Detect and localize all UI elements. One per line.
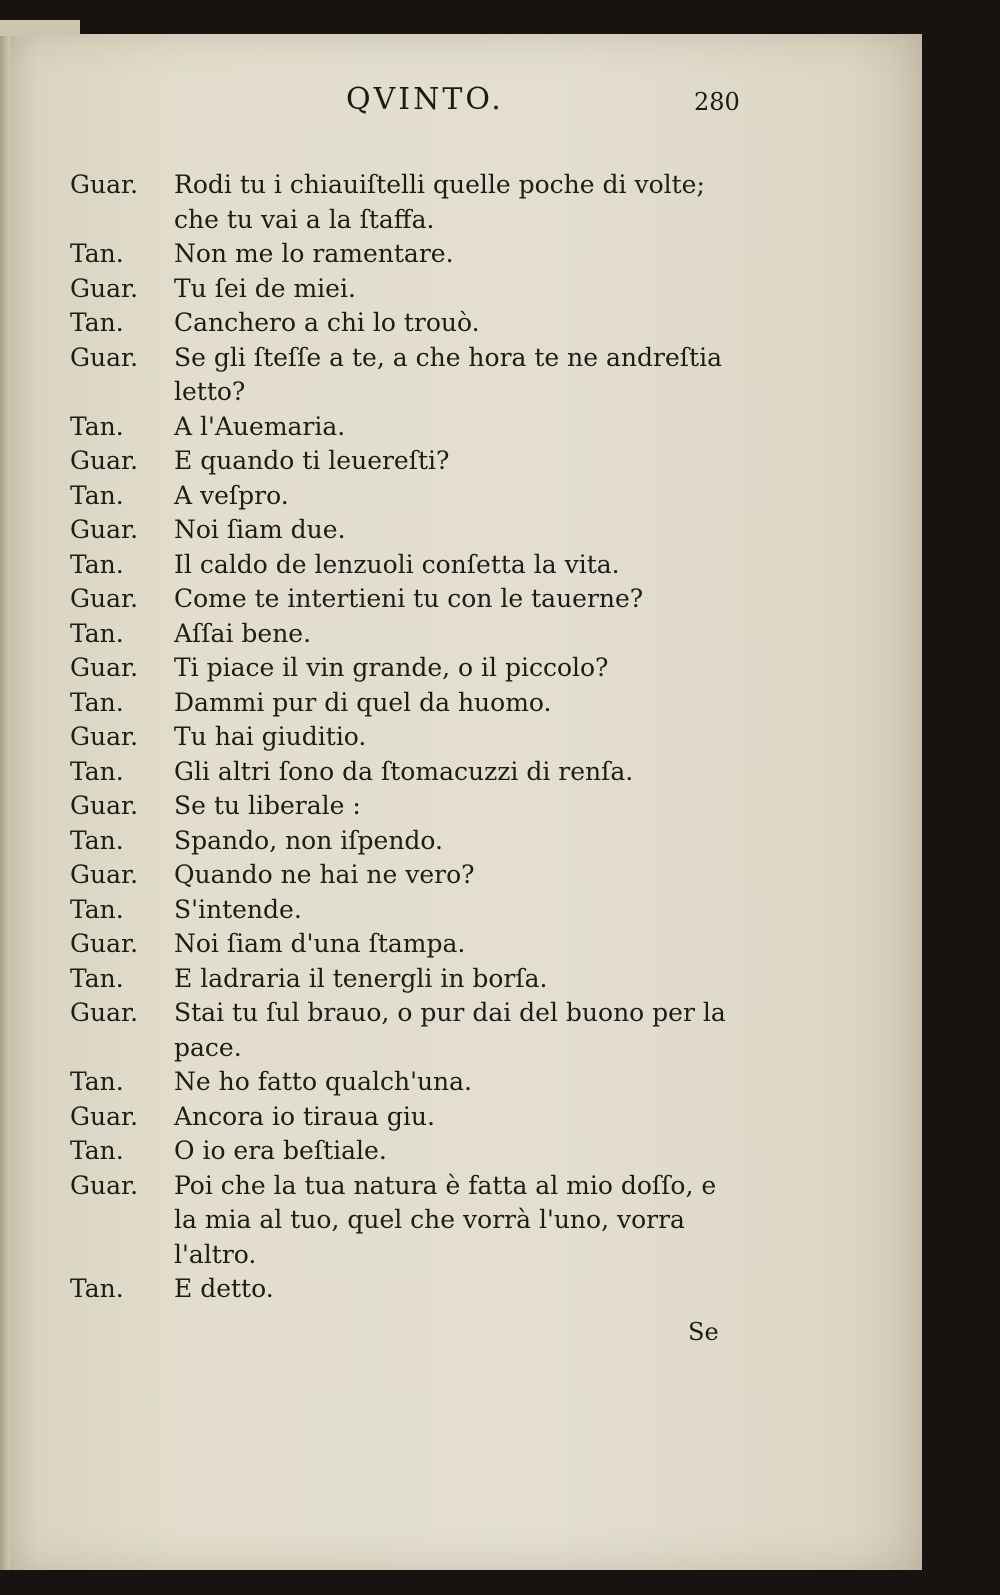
speaker-label: Guar. [70,998,139,1027]
speaker-label: Tan. [70,756,124,786]
speech-text: O io era beſtiale. [174,1136,387,1165]
speaker-label: Guar. [70,860,139,889]
dialogue-line [0,272,922,307]
speech-text: Aſſai bene. [174,618,312,648]
speaker-label: Guar. [70,791,139,820]
dialogue-line [0,858,922,893]
speaker-label: Guar. [70,342,139,372]
speech-text: Ancora io tiraua giu. [174,1101,435,1131]
dialogue-line [0,927,922,962]
speech-text: S'intende. [174,894,302,924]
dialogue-line [0,582,922,617]
page-header [0,82,922,122]
page-number: 280 [694,88,740,116]
speech-text: Come te intertieni tu con le tauerne? [174,584,644,613]
dialogue-line [0,513,922,548]
dialogue-line [0,720,922,755]
speaker-label: Guar. [70,929,139,958]
speech-text: Ne ho fatto qualch'una. [174,1067,472,1096]
speech-text: Canchero a chi lo trouò. [174,308,480,337]
dialogue-line [0,824,922,859]
speaker-label: Tan. [70,239,124,268]
speech-text: Il caldo de lenzuoli conſetta la vita. [174,549,620,579]
speech-text: Noi ſiam due. [174,515,346,544]
speech-text: Tu hai giuditio. [174,722,367,751]
speech-text: Gli altri ſono da ſtomacuzzi di renſa. [174,756,634,786]
dialogue-line [0,306,922,341]
speaker-label: Tan. [70,825,124,855]
dialogue-line [0,755,922,790]
speaker-label: Guar. [70,273,139,303]
dialogue-line [0,168,922,237]
speech-text: Non me lo ramentare. [174,239,454,268]
speech-text: Tu ſei de miei. [174,273,356,303]
speech-text: Dammi pur di quel da huomo. [174,687,552,717]
dialogue-line [0,962,922,997]
speaker-label: Guar. [70,722,139,751]
page-corner-tab [0,20,80,36]
speaker-label: Tan. [70,480,124,510]
speaker-label: Guar. [70,584,139,613]
speaker-label: Guar. [70,515,139,544]
dialogue-line [0,1065,922,1100]
speech-text: Rodi tu i chiauiſtelli quelle poche di volte; che tu vai a la ſtaffa. [174,170,705,234]
speaker-label: Guar. [70,170,139,199]
speaker-label: Guar. [70,1170,139,1200]
speech-text: Spando, non iſpendo. [174,825,443,855]
speech-text: Ti piace il vin grande, o il piccolo? [174,653,609,682]
speaker-label: Tan. [70,618,124,648]
speaker-label: Guar. [70,653,139,682]
dialogue-line [0,996,922,1065]
speaker-label: Tan. [70,411,124,441]
speaker-label: Tan. [70,1136,124,1165]
dialogue-line [0,893,922,928]
speech-text: E ladraria il tenergli in borſa. [174,963,548,993]
speech-text: A l'Auemaria. [174,411,346,441]
speaker-label: Tan. [70,308,124,337]
dialogue-line [0,1100,922,1135]
dialogue-line [0,686,922,721]
speech-text: E detto. [174,1274,274,1303]
speaker-label: Tan. [70,549,124,579]
dialogue-line [0,548,922,583]
speaker-label: Tan. [70,687,124,717]
speaker-label: Tan. [70,1274,124,1303]
dialogue-line [0,1272,922,1307]
dialogue-line [0,341,922,410]
speech-text: Poi che la tua natura è fatta al mio doſſo, e la mia al tuo, quel che vorrà l'uno, vorra l'altro. [174,1170,717,1269]
dialogue-line [0,651,922,686]
dialogue-line [0,789,922,824]
speech-text: Se gli ſteſſe a te, a che hora te ne andreſtia letto? [174,342,722,406]
dialogue-block [0,168,922,1307]
speaker-label: Tan. [70,963,124,993]
speech-text: A veſpro. [174,480,289,510]
speaker-label: Tan. [70,1067,124,1096]
speaker-label: Guar. [70,446,139,475]
speaker-label: Tan. [70,894,124,924]
speech-text: Noi ſiam d'una ſtampa. [174,929,466,958]
speech-text: Quando ne hai ne vero? [174,860,475,889]
dialogue-line [0,1169,922,1273]
speech-text: E quando ti leuereſti? [174,446,450,475]
dialogue-line [0,1134,922,1169]
catchword: Se [688,1318,719,1346]
dialogue-line [0,617,922,652]
speech-text: Stai tu ſul brauo, o pur dai del buono per la pace. [174,998,726,1062]
dialogue-line [0,444,922,479]
speech-text: Se tu liberale : [174,791,361,820]
running-head: QVINTO. [346,82,504,117]
speaker-label: Guar. [70,1101,139,1131]
dialogue-line [0,237,922,272]
dialogue-line [0,410,922,445]
dialogue-line [0,479,922,514]
